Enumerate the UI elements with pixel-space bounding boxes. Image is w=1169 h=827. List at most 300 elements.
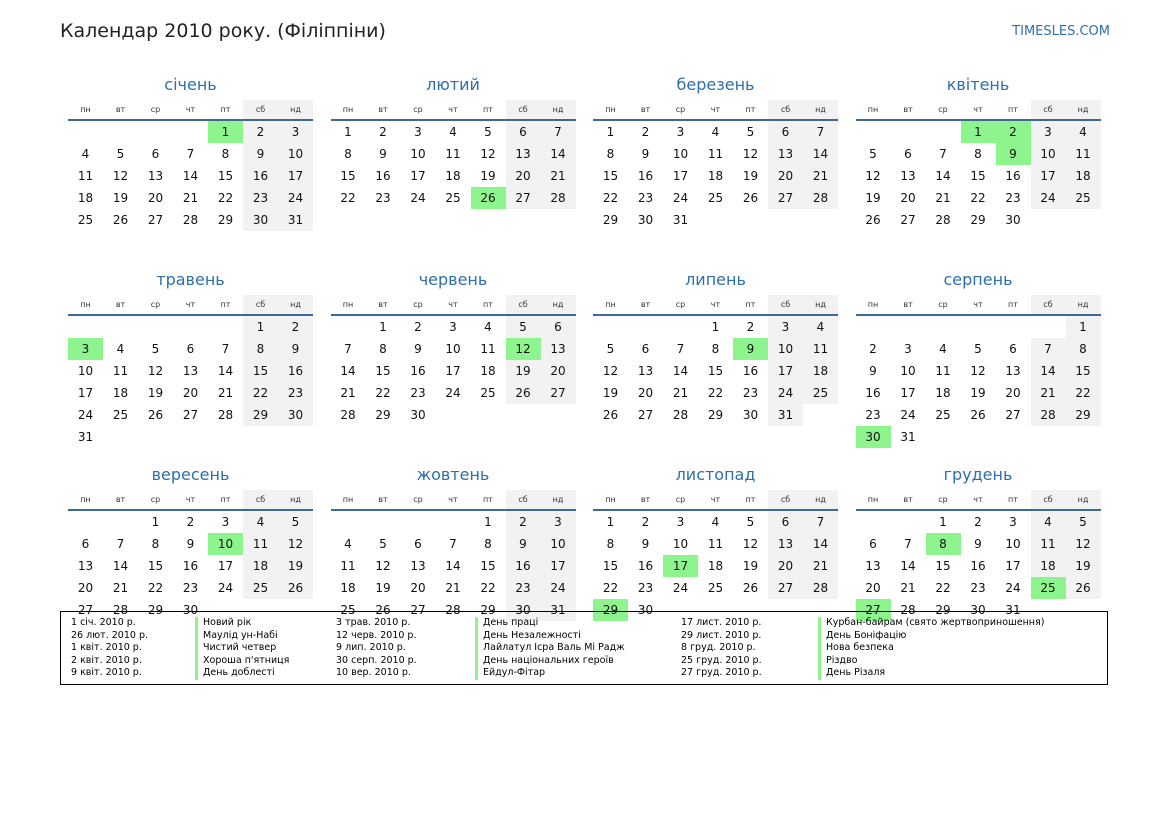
calendar-day: 9	[278, 338, 313, 360]
legend-names	[818, 617, 1044, 680]
calendar-day: 16	[182, 559, 199, 573]
calendar-day: 27	[410, 603, 426, 617]
calendar-day: 22	[707, 386, 724, 400]
calendar-day: 8	[606, 147, 615, 161]
weekday-label: нд	[541, 490, 576, 509]
calendar-day: 22	[1066, 382, 1101, 404]
holiday-date: 1 квіт. 2010 р.	[71, 642, 142, 653]
holiday-date: 1 січ. 2010 р.	[71, 617, 136, 628]
calendar-day: 20	[768, 555, 803, 577]
weekday-label: чт	[448, 105, 458, 114]
calendar-day: 14	[217, 364, 234, 378]
weekday-label: ср	[938, 105, 948, 114]
weekday-label: пн	[342, 495, 354, 504]
day-grid	[68, 316, 313, 448]
holiday-day: 30	[856, 426, 891, 448]
calendar-day: 1	[379, 320, 387, 334]
weekday-label: чт	[710, 495, 721, 504]
calendar-day: 13	[768, 143, 803, 165]
calendar-day: 8	[606, 537, 615, 551]
calendar-day: 21	[900, 581, 916, 595]
holiday-date: 25 груд. 2010 р.	[681, 654, 762, 666]
empty-cell	[1031, 316, 1066, 338]
calendar-day: 28	[935, 213, 951, 227]
day-grid	[856, 511, 1101, 621]
weekday-label: чт	[973, 495, 983, 504]
weekday-label: пн	[342, 105, 354, 114]
calendar-day: 24	[217, 581, 234, 595]
holiday-name: День Різаля	[818, 667, 1044, 680]
calendar-day: 20	[77, 581, 94, 595]
calendar-day: 12	[970, 364, 986, 378]
weekday-label: вт	[903, 300, 913, 309]
calendar-day: 1	[711, 320, 720, 334]
empty-cell	[891, 511, 926, 533]
empty-cell	[856, 121, 891, 143]
weekday-label: пт	[220, 495, 231, 504]
holiday-name: День доблесті	[195, 667, 289, 680]
holiday-date: 9 лип. 2010 р.	[336, 642, 406, 653]
calendar-day: 28	[217, 408, 234, 422]
calendar-day: 10	[672, 147, 689, 161]
weekday-label: нд	[803, 295, 838, 314]
weekday-label: сб	[768, 490, 803, 509]
day-grid	[68, 511, 313, 621]
calendar-day: 27	[768, 577, 803, 599]
calendar-day: 26	[506, 382, 541, 404]
holiday-date: 17 лист. 2010 р.	[681, 617, 762, 628]
calendar-day: 29	[602, 213, 619, 227]
calendar-day: 28	[182, 213, 199, 227]
weekday-label: чт	[973, 105, 983, 114]
calendar-day: 28	[340, 408, 356, 422]
empty-cell	[138, 316, 173, 338]
calendar-day: 5	[974, 342, 982, 356]
calendar-day: 4	[711, 515, 720, 529]
weekday-label: чт	[710, 300, 721, 309]
weekday-label: сб	[243, 490, 278, 509]
weekday-label: ср	[413, 105, 423, 114]
weekday-label: пн	[867, 105, 879, 114]
calendar-day: 20	[900, 191, 916, 205]
calendar-day: 26	[375, 603, 391, 617]
month-name: лютий	[426, 75, 480, 94]
weekday-label: пт	[745, 495, 756, 504]
holiday-date: 10 вер. 2010 р.	[336, 667, 411, 678]
calendar-day: 26	[742, 191, 759, 205]
holiday-date: 29 лист. 2010 р.	[681, 629, 762, 641]
calendar-day: 17	[445, 364, 461, 378]
calendar-day: 17	[900, 386, 916, 400]
calendar-day: 2	[641, 515, 650, 529]
weekday-header	[68, 490, 313, 511]
calendar-day: 12	[1066, 533, 1101, 555]
weekday-label: нд	[1066, 100, 1101, 119]
holiday-name: Ейдул-Фітар	[475, 667, 625, 680]
month-name: вересень	[151, 465, 230, 484]
calendar-day: 5	[484, 125, 492, 139]
calendar-day: 22	[340, 191, 356, 205]
holiday-date: 3 трав. 2010 р.	[336, 617, 411, 628]
calendar-day: 24	[900, 408, 916, 422]
calendar-day: 22	[970, 191, 986, 205]
holiday-date: 2 квіт. 2010 р.	[71, 654, 142, 666]
calendar-day: 19	[1066, 555, 1101, 577]
calendar-day: 12	[278, 533, 313, 555]
calendar-day: 17	[541, 555, 576, 577]
months-grid	[68, 70, 1101, 636]
calendar-day: 25	[935, 408, 951, 422]
calendar-day: 24	[1031, 187, 1066, 209]
calendar-day: 28	[900, 603, 916, 617]
calendar-day: 11	[935, 364, 951, 378]
calendar-day: 7	[116, 537, 125, 551]
calendar-day: 5	[746, 515, 755, 529]
calendar-day: 28	[803, 577, 838, 599]
calendar-day: 2	[243, 121, 278, 143]
holiday-day: 10	[208, 533, 243, 555]
legend-names	[475, 617, 625, 680]
calendar-day: 9	[186, 537, 195, 551]
month-calendar	[68, 460, 313, 636]
calendar-day: 21	[803, 555, 838, 577]
weekday-label: пн	[605, 300, 616, 309]
calendar-day: 16	[506, 555, 541, 577]
calendar-day: 18	[707, 169, 724, 183]
calendar-day: 6	[541, 316, 576, 338]
weekday-label: пт	[220, 105, 231, 114]
weekday-label: сб	[243, 295, 278, 314]
calendar-day: 27	[768, 187, 803, 209]
calendar-day: 18	[1031, 555, 1066, 577]
calendar-day: 18	[1066, 165, 1101, 187]
weekday-label: пт	[1008, 300, 1018, 309]
empty-cell	[68, 121, 103, 143]
calendar-day: 4	[803, 316, 838, 338]
calendar-day: 17	[672, 169, 689, 183]
calendar-day: 29	[480, 603, 496, 617]
calendar-day: 25	[707, 191, 724, 205]
holiday-day: 17	[663, 555, 698, 577]
weekday-label: пн	[80, 495, 91, 504]
calendar-day: 14	[803, 533, 838, 555]
holiday-name: Різдво	[818, 655, 1044, 668]
calendar-day: 6	[869, 537, 877, 551]
calendar-day: 3	[449, 320, 457, 334]
empty-cell	[68, 316, 103, 338]
calendar-day: 6	[151, 147, 160, 161]
calendar-day: 7	[676, 342, 685, 356]
calendar-day: 3	[541, 511, 576, 533]
empty-cell	[103, 316, 138, 338]
calendar-day: 20	[768, 165, 803, 187]
calendar-day: 11	[480, 342, 496, 356]
calendar-day: 30	[637, 603, 654, 617]
weekday-label: ср	[675, 300, 686, 309]
calendar-day: 16	[970, 559, 986, 573]
calendar-day: 28	[803, 187, 838, 209]
calendar-day: 6	[768, 121, 803, 143]
weekday-label: сб	[768, 100, 803, 119]
calendar-day: 7	[221, 342, 230, 356]
calendar-day: 31	[768, 404, 803, 426]
weekday-label: пн	[867, 300, 879, 309]
calendar-day: 20	[541, 360, 576, 382]
day-grid	[593, 316, 838, 426]
calendar-day: 2	[641, 125, 650, 139]
weekday-label: пн	[605, 495, 616, 504]
calendar-day: 11	[803, 338, 838, 360]
calendar-day: 25	[480, 386, 496, 400]
calendar-day: 27	[506, 187, 541, 209]
calendar-day: 23	[1005, 191, 1021, 205]
weekday-label: нд	[1066, 295, 1101, 314]
calendar-day: 16	[375, 169, 391, 183]
weekday-label: нд	[278, 295, 313, 314]
calendar-day: 28	[541, 187, 576, 209]
empty-cell	[401, 511, 436, 533]
weekday-header	[856, 100, 1101, 121]
calendar-day: 11	[707, 537, 724, 551]
calendar-day: 4	[484, 320, 492, 334]
month-name: червень	[418, 270, 488, 289]
calendar-day: 20	[147, 191, 164, 205]
calendar-day: 5	[506, 316, 541, 338]
calendar-day: 13	[410, 559, 426, 573]
calendar-day: 4	[1066, 121, 1101, 143]
calendar-day: 24	[77, 408, 94, 422]
weekday-label: пт	[745, 300, 756, 309]
calendar-day: 15	[970, 169, 986, 183]
holiday-name: Новий рік	[195, 617, 289, 630]
empty-cell	[926, 316, 961, 338]
calendar-day: 25	[707, 581, 724, 595]
calendar-day: 6	[1009, 342, 1017, 356]
day-grid	[593, 511, 838, 621]
calendar-day: 19	[147, 386, 164, 400]
calendar-day: 19	[742, 169, 759, 183]
calendar-day: 11	[340, 559, 356, 573]
calendar-day: 31	[1005, 603, 1021, 617]
legend-names	[195, 617, 289, 680]
calendar-day: 1	[606, 125, 615, 139]
calendar-day: 15	[1066, 360, 1101, 382]
calendar-day: 23	[865, 408, 881, 422]
calendar-day: 11	[77, 169, 94, 183]
weekday-label: ср	[150, 300, 161, 309]
holiday-date: 30 серп. 2010 р.	[336, 654, 417, 666]
calendar-day: 28	[445, 603, 461, 617]
calendar-day: 13	[541, 338, 576, 360]
site-link[interactable]: TIMESLES.COM	[1012, 24, 1110, 39]
calendar-day: 30	[182, 603, 199, 617]
calendar-day: 7	[449, 537, 457, 551]
weekday-label: пт	[745, 105, 756, 114]
holiday-day: 9	[996, 143, 1031, 165]
day-grid	[856, 316, 1101, 448]
calendar-day: 3	[676, 125, 685, 139]
holiday-date: 26 лют. 2010 р.	[71, 629, 148, 641]
calendar-day: 7	[344, 342, 352, 356]
calendar-day: 22	[602, 581, 619, 595]
calendar-day: 5	[1066, 511, 1101, 533]
calendar-day: 15	[147, 559, 164, 573]
calendar-day: 21	[1031, 382, 1066, 404]
calendar-day: 23	[506, 577, 541, 599]
holiday-day: 9	[733, 338, 768, 360]
calendar-day: 16	[742, 364, 759, 378]
calendar-day: 16	[243, 165, 278, 187]
calendar-day: 16	[865, 386, 881, 400]
calendar-day: 4	[81, 147, 90, 161]
calendar-day: 24	[445, 386, 461, 400]
weekday-label: ср	[938, 300, 948, 309]
weekday-label: нд	[278, 490, 313, 509]
calendar-day: 10	[77, 364, 94, 378]
calendar-day: 11	[1066, 143, 1101, 165]
calendar-day: 12	[865, 169, 881, 183]
weekday-label: пт	[1008, 495, 1018, 504]
empty-cell	[593, 316, 628, 338]
calendar-day: 29	[970, 213, 986, 227]
calendar-day: 26	[602, 408, 619, 422]
calendar-day: 9	[379, 147, 387, 161]
month-calendar	[331, 460, 576, 636]
empty-cell	[331, 511, 366, 533]
calendar-day: 23	[637, 191, 654, 205]
weekday-label: вт	[115, 105, 126, 114]
day-grid	[331, 316, 576, 426]
empty-cell	[891, 121, 926, 143]
calendar-day: 28	[112, 603, 129, 617]
weekday-label: нд	[803, 100, 838, 119]
calendar-day: 24	[541, 577, 576, 599]
calendar-day: 2	[506, 511, 541, 533]
weekday-label: пт	[483, 495, 493, 504]
empty-cell	[961, 316, 996, 338]
calendar-day: 4	[243, 511, 278, 533]
weekday-label: пт	[220, 300, 231, 309]
calendar-day: 3	[1009, 515, 1017, 529]
month-calendar	[68, 265, 313, 444]
month-name: грудень	[943, 465, 1013, 484]
calendar-day: 7	[939, 147, 947, 161]
calendar-day: 21	[935, 191, 951, 205]
calendar-day: 17	[77, 386, 94, 400]
weekday-label: сб	[1031, 490, 1066, 509]
legend-dates	[681, 617, 762, 680]
month-name: жовтень	[416, 465, 490, 484]
calendar-day: 8	[151, 537, 160, 551]
calendar-day: 26	[742, 581, 759, 595]
calendar-day: 4	[116, 342, 125, 356]
calendar-day: 6	[506, 121, 541, 143]
day-grid	[331, 121, 576, 209]
month-name: квітень	[946, 75, 1010, 94]
calendar-day: 23	[182, 581, 199, 595]
calendar-day: 6	[186, 342, 195, 356]
weekday-label: нд	[803, 490, 838, 509]
calendar-day: 22	[217, 191, 234, 205]
calendar-day: 16	[1005, 169, 1021, 183]
weekday-label: ср	[150, 105, 161, 114]
weekday-label: вт	[378, 495, 388, 504]
weekday-label: сб	[768, 295, 803, 314]
calendar-day: 14	[1031, 360, 1066, 382]
calendar-day: 19	[506, 360, 541, 382]
calendar-day: 16	[278, 360, 313, 382]
calendar-day: 19	[742, 559, 759, 573]
calendar-day: 18	[935, 386, 951, 400]
calendar-day: 12	[375, 559, 391, 573]
calendar-day: 6	[768, 511, 803, 533]
calendar-day: 5	[606, 342, 615, 356]
weekday-label: пн	[867, 495, 879, 504]
calendar-day: 31	[672, 213, 689, 227]
calendar-day: 19	[375, 581, 391, 595]
calendar-day: 29	[243, 404, 278, 426]
calendar-day: 24	[278, 187, 313, 209]
calendar-day: 29	[707, 408, 724, 422]
calendar-day: 28	[672, 408, 689, 422]
calendar-day: 13	[900, 169, 916, 183]
calendar-day: 26	[278, 577, 313, 599]
month-calendar	[593, 265, 838, 441]
calendar-day: 10	[1031, 143, 1066, 165]
weekday-label: чт	[448, 300, 458, 309]
calendar-day: 19	[602, 386, 619, 400]
calendar-day: 6	[641, 342, 650, 356]
calendar-day: 8	[243, 338, 278, 360]
calendar-day: 30	[243, 209, 278, 231]
calendar-day: 17	[1031, 165, 1066, 187]
empty-cell	[366, 511, 401, 533]
weekday-label: нд	[278, 100, 313, 119]
calendar-day: 30	[506, 599, 541, 621]
calendar-day: 4	[939, 342, 947, 356]
calendar-day: 3	[904, 342, 912, 356]
calendar-day: 29	[147, 603, 164, 617]
calendar-day: 8	[711, 342, 720, 356]
month-calendar	[856, 70, 1101, 246]
calendar-day: 11	[243, 533, 278, 555]
calendar-day: 17	[1005, 559, 1021, 573]
empty-cell	[856, 511, 891, 533]
month-calendar	[331, 265, 576, 441]
legend-dates	[336, 617, 417, 680]
calendar-day: 9	[974, 537, 982, 551]
holiday-day: 26	[471, 187, 506, 209]
weekday-label: сб	[506, 490, 541, 509]
calendar-day: 23	[278, 382, 313, 404]
weekday-header	[856, 295, 1101, 316]
calendar-day: 18	[480, 364, 496, 378]
holiday-name: Хороша п'ятниця	[195, 655, 289, 668]
weekday-header	[331, 295, 576, 316]
weekday-label: чт	[185, 300, 196, 309]
calendar-day: 27	[637, 408, 654, 422]
weekday-label: пн	[605, 105, 616, 114]
day-grid	[593, 121, 838, 231]
calendar-day: 21	[803, 165, 838, 187]
calendar-day: 17	[278, 165, 313, 187]
month-calendar	[593, 70, 838, 246]
empty-cell	[996, 316, 1031, 338]
calendar-day: 10	[900, 364, 916, 378]
calendar-day: 14	[112, 559, 129, 573]
weekday-label: чт	[710, 105, 721, 114]
weekday-label: вт	[903, 495, 913, 504]
